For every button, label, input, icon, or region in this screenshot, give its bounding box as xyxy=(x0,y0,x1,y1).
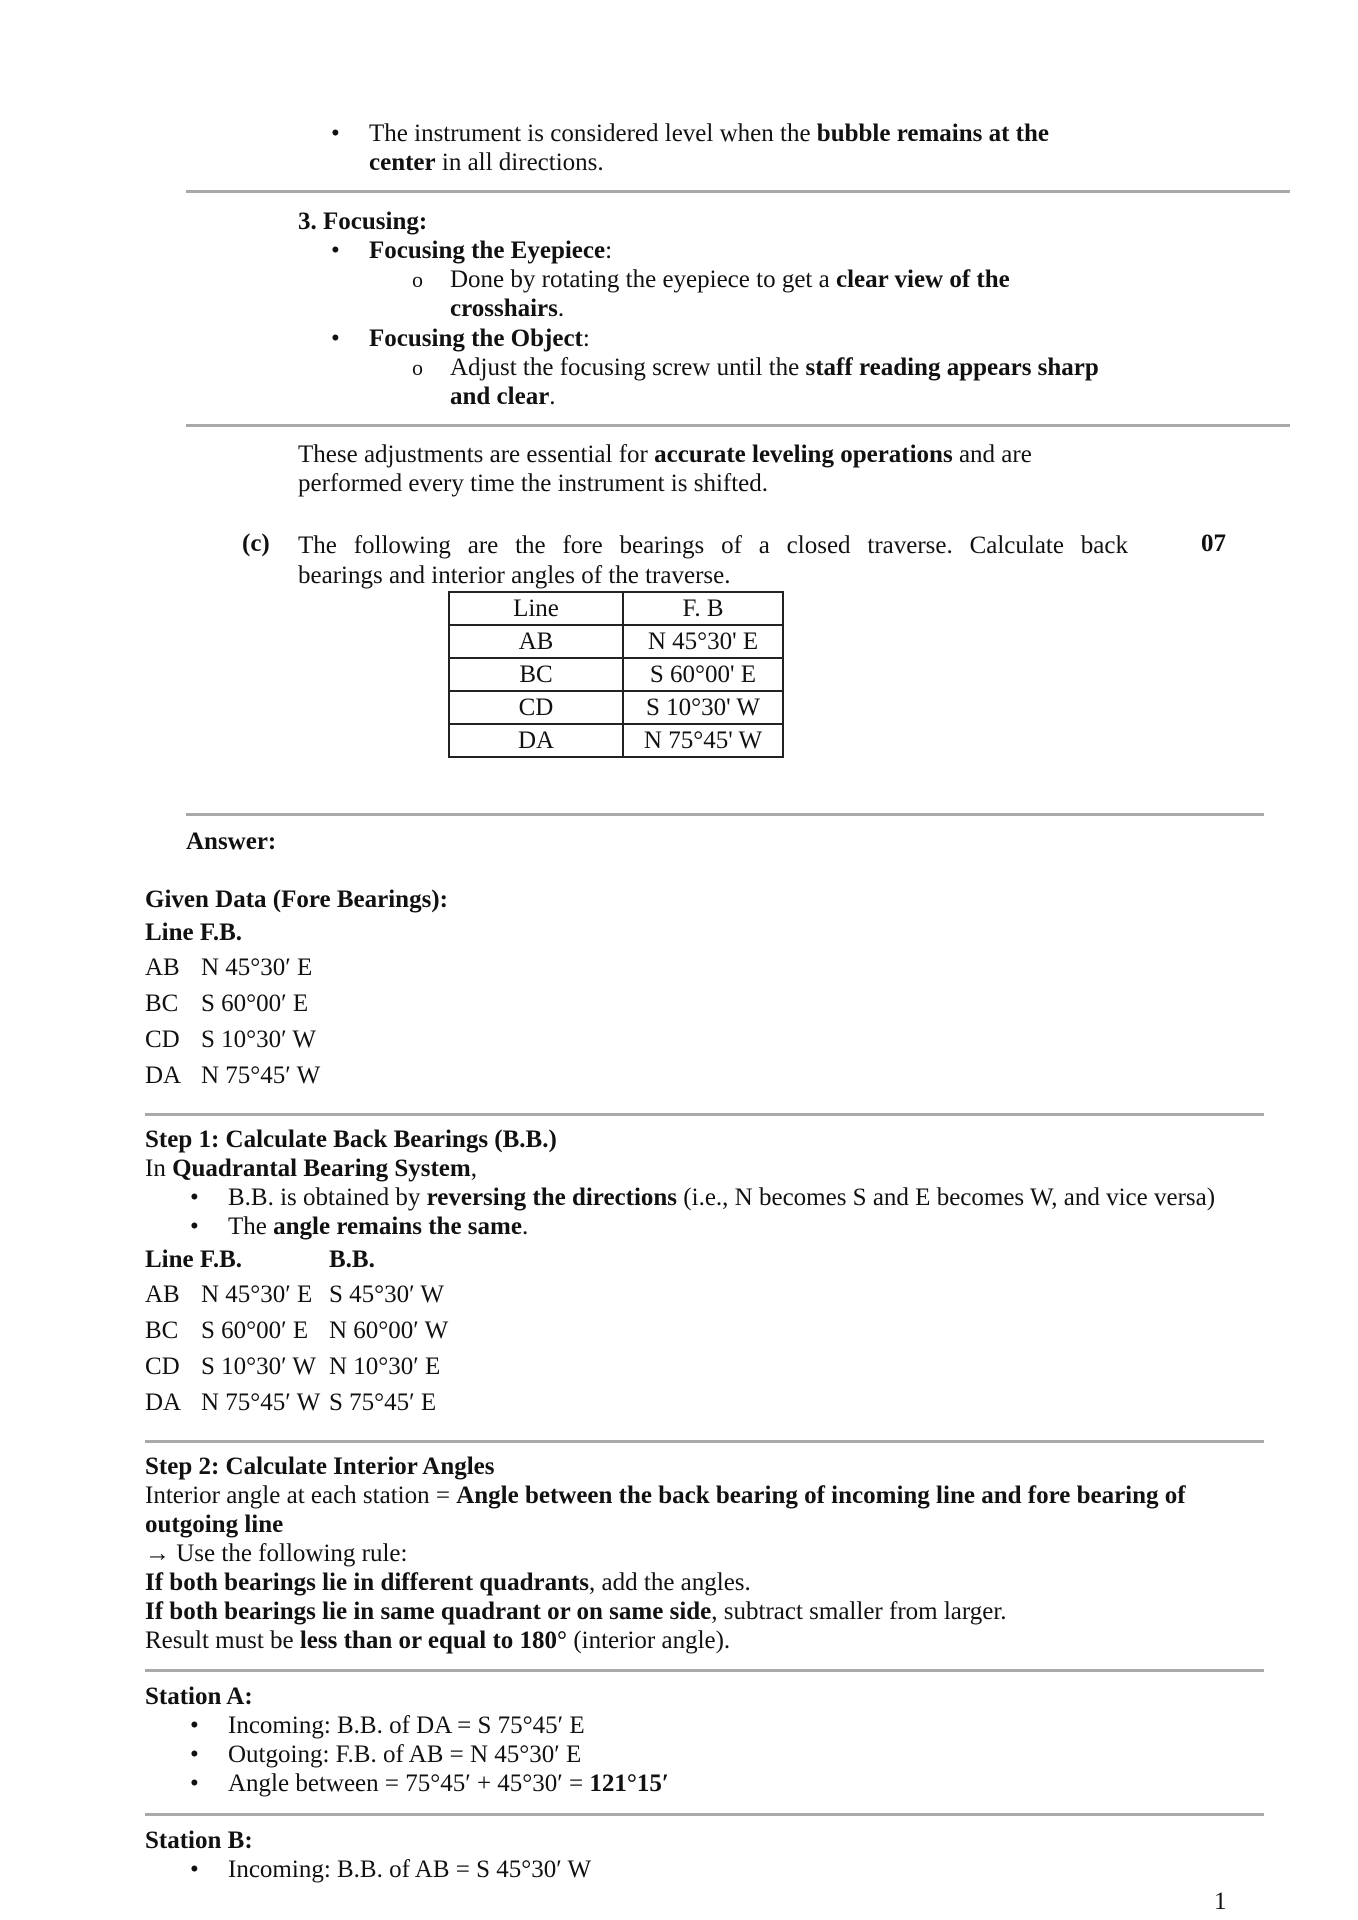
table-header-cell: F. B xyxy=(623,592,783,625)
divider xyxy=(186,424,1290,427)
divider xyxy=(186,813,1264,816)
table-cell: AB xyxy=(449,625,623,658)
given-header: Line F.B. xyxy=(145,919,243,946)
given-heading: Given Data (Fore Bearings): xyxy=(145,886,448,913)
step1-bullet: • The angle remains the same. xyxy=(228,1212,528,1241)
table-cell: S 10°30' W xyxy=(623,691,783,724)
question-marks: 07 xyxy=(1201,530,1226,557)
focusing-object-detail: o Adjust the focusing screw until the staff reading appears sharp and clear. xyxy=(450,353,1230,411)
table-cell: CD xyxy=(449,691,623,724)
page-number: 1 xyxy=(1214,1888,1227,1915)
table-cell: BC xyxy=(449,658,623,691)
table-row xyxy=(449,724,783,757)
bb-row: DA N 75°45′ W S 75°45′ E xyxy=(145,1389,437,1416)
adjustments-paragraph: These adjustments are essential for accurate leveling operations and are performed every time the instrument is shifted. xyxy=(298,441,1032,497)
station-a-bullet: • Incoming: B.B. of DA = S 75°45′ E xyxy=(228,1711,585,1740)
station-b-heading: Station B: xyxy=(145,1827,253,1854)
station-a-bullet: • Outgoing: F.B. of AB = N 45°30′ E xyxy=(228,1740,581,1769)
step1-bullet: • B.B. is obtained by reversing the directions (i.e., N becomes S and E becomes W, and vice versa) xyxy=(228,1183,1215,1212)
focusing-heading: 3. Focusing: xyxy=(298,208,428,235)
question-label: (c) xyxy=(242,530,270,557)
station-a-heading: Station A: xyxy=(145,1683,253,1710)
step1-heading: Step 1: Calculate Back Bearings (B.B.) xyxy=(145,1126,557,1153)
divider xyxy=(186,190,1290,193)
table-cell: N 45°30' E xyxy=(623,625,783,658)
bb-header: Line F.B. B.B. xyxy=(145,1246,375,1273)
step2-rule-result: Result must be less than or equal to 180° (interior angle). xyxy=(145,1627,731,1654)
table-row xyxy=(449,625,783,658)
bb-row: BC S 60°00′ E N 60°00′ W xyxy=(145,1317,449,1344)
bb-row: AB N 45°30′ E S 45°30′ W xyxy=(145,1281,445,1308)
focusing-eyepiece-detail: o Done by rotating the eyepiece to get a clear view of the crosshairs. xyxy=(450,265,1230,323)
focusing-eyepiece-item: • Focusing the Eyepiece: xyxy=(369,236,612,265)
table-header-row xyxy=(449,592,783,625)
station-a-bullet: • Angle between = 75°45′ + 45°30′ = 121°15′ xyxy=(228,1769,669,1798)
given-row: CD S 10°30′ W xyxy=(145,1026,317,1053)
bb-row: CD S 10°30′ W N 10°30′ E xyxy=(145,1353,441,1380)
divider xyxy=(145,1669,1264,1672)
given-row: AB N 45°30′ E xyxy=(145,954,313,981)
table-cell: DA xyxy=(449,724,623,757)
step2-rule-subtract: If both bearings lie in same quadrant or on same side, subtract smaller from larger. xyxy=(145,1598,1007,1625)
table-cell: N 75°45' W xyxy=(623,724,783,757)
divider xyxy=(145,1440,1264,1443)
table-header-cell: Line xyxy=(449,592,623,625)
step1-intro: In Quadrantal Bearing System, xyxy=(145,1155,477,1182)
given-row: BC S 60°00′ E xyxy=(145,990,309,1017)
answer-label: Answer: xyxy=(186,828,277,855)
fore-bearing-table xyxy=(448,591,784,758)
station-b-bullet: • Incoming: B.B. of AB = S 45°30′ W xyxy=(228,1855,591,1884)
question-text-line2: bearings and interior angles of the traverse. xyxy=(298,562,731,589)
step2-heading: Step 2: Calculate Interior Angles xyxy=(145,1453,495,1480)
step2-definition: Interior angle at each station = Angle between the back bearing of incoming line and fore bearing of outgoing line xyxy=(145,1482,1186,1538)
question-text: The following are the fore bearings of a closed traverse. Calculate back xyxy=(298,532,1128,559)
step2-rule-intro: → Use the following rule: xyxy=(145,1540,408,1567)
table-row xyxy=(449,691,783,724)
given-row: DA N 75°45′ W xyxy=(145,1062,321,1089)
table-row xyxy=(449,658,783,691)
table-cell: S 60°00' E xyxy=(623,658,783,691)
divider xyxy=(145,1113,1264,1116)
step2-rule-add: If both bearings lie in different quadrants, add the angles. xyxy=(145,1569,751,1596)
focusing-object-item: • Focusing the Object: xyxy=(369,324,590,353)
divider xyxy=(145,1813,1264,1816)
level-bullet: • The instrument is considered level when the bubble remains at the center in all directions. xyxy=(369,119,1169,177)
